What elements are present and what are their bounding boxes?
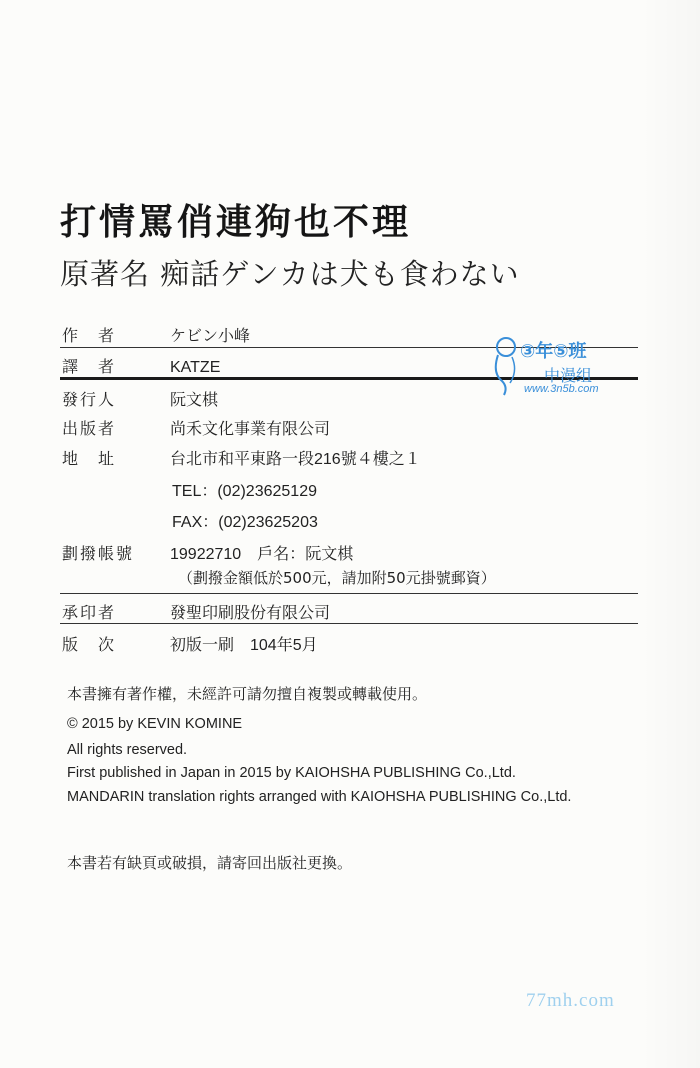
fax-line: FAX：(02)23625203 (172, 514, 318, 531)
rights-line: All rights reserved. (67, 742, 188, 758)
address-label: 地 址 (62, 449, 117, 468)
printer-value: 發聖印刷股份有限公司 (170, 605, 331, 622)
page-edge-shade (640, 0, 700, 1068)
publisher-person-value: 阮文棋 (170, 392, 219, 409)
account-value: 19922710 戶名：阮文棋 (170, 546, 354, 563)
publisher-person-row (62, 387, 218, 410)
account-row (62, 541, 353, 564)
account-note: （劃撥金額低於500元，請加附50元掛號郵資） (178, 569, 496, 587)
publisher-row (62, 416, 330, 439)
edition-value: 初版一刷 104年5月 (170, 637, 318, 654)
address-value: 台北市和平東路一段216號４樓之１ (170, 451, 421, 468)
translation-rights-line: MANDARIN translation rights arranged with KAIOHSHA PUBLISHING Co.,Ltd. (67, 789, 572, 805)
stamp-url: www.3n5b.com (524, 383, 599, 395)
first-published-line: First published in Japan in 2015 by KAIOHSHA PUBLISHING Co.,Ltd. (67, 765, 516, 781)
translator-label: 譯 者 (62, 357, 117, 376)
original-title: 原著名 痴話ゲンカは犬も食わない (60, 257, 520, 291)
account-label: 劃撥帳號 (62, 544, 135, 563)
address-row (62, 446, 421, 469)
divider (60, 623, 638, 624)
publisher-person-label: 發行人 (62, 390, 117, 409)
translator-value: KATZE (170, 359, 221, 376)
author-label: 作 者 (62, 326, 117, 345)
translator-row (62, 354, 220, 377)
author-row (62, 323, 250, 346)
defect-notice: 本書若有缺頁或破損，請寄回出版社更換。 (67, 854, 353, 872)
copyright-line: © 2015 by KEVIN KOMINE (67, 716, 243, 732)
tel-line: TEL：(02)23625129 (172, 483, 317, 500)
scanlation-stamp (488, 333, 638, 403)
publisher-label: 出版者 (62, 419, 117, 438)
edition-label: 版 次 (62, 635, 117, 654)
book-title: 打情罵俏連狗也不理 (60, 202, 412, 243)
figure-icon (488, 333, 524, 399)
stamp-class-text: ③年⑤班 (520, 341, 587, 362)
edition-row (62, 632, 318, 655)
copyright-notice: 本書擁有著作權，未經許可請勿擅自複製或轉載使用。 (67, 685, 428, 703)
site-watermark: 77mh.com (526, 990, 615, 1011)
publisher-value: 尚禾文化事業有限公司 (170, 421, 331, 438)
divider (60, 593, 638, 594)
printer-label: 承印者 (62, 603, 117, 622)
stamp-group-text: 中漫组 (544, 366, 593, 385)
printer-row (62, 600, 330, 623)
author-value: ケビン小峰 (170, 328, 251, 345)
